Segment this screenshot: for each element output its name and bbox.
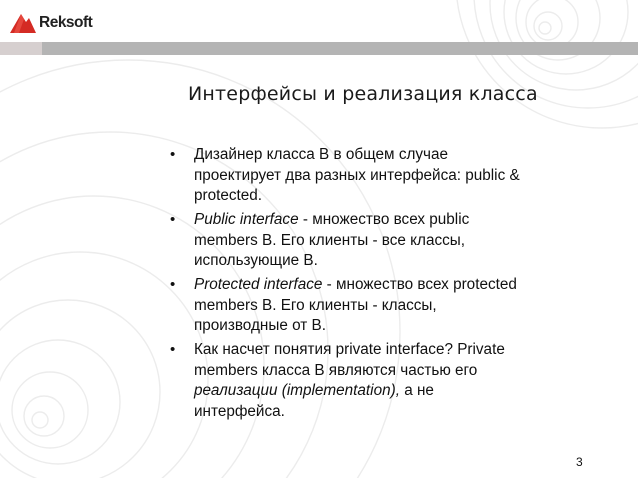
bullet-text-line: производные от B.: [194, 317, 326, 334]
bullet-text-line: а не: [399, 382, 434, 399]
header-divider-bar: [0, 42, 638, 55]
bullet-text-line: интерфейса.: [194, 402, 285, 420]
page-number: 3: [576, 455, 583, 469]
slide-title: Интерфейсы и реализация класса: [188, 83, 538, 105]
bullet-dot: •: [170, 146, 176, 163]
bullet-text-line: проектирует два разных интерфейса: public &: [194, 166, 520, 184]
bullet-dot: •: [170, 341, 176, 358]
bullet-text-line: - множество всех public: [298, 211, 470, 228]
bullet-dot: •: [170, 276, 176, 293]
bullet-text-line: - множество всех protected: [322, 276, 517, 293]
bullet-text-line: Как насчет понятия private interface? Private: [194, 341, 505, 358]
bullet-item: [170, 340, 600, 422]
bullet-text-line: members B. Его клиенты - классы,: [194, 296, 437, 314]
bullet-term-italic: Public interface: [194, 211, 299, 228]
bullet-item: [170, 145, 600, 207]
bullet-term-italic: реализации (implementation),: [194, 382, 400, 399]
bullet-text-line: использующие B.: [194, 252, 318, 269]
reksoft-logo: [10, 11, 92, 35]
logo-text: Reksoft: [39, 14, 93, 31]
red-triangle-mountain-icon: [10, 12, 36, 34]
bullet-item: [170, 275, 600, 337]
bullet-list: [170, 145, 600, 426]
bullet-text-line: members класса B являются частью его: [194, 361, 478, 379]
bullet-term-italic: Protected interface: [194, 276, 323, 293]
bullet-item: [170, 210, 600, 272]
bullet-text-line: protected.: [194, 187, 263, 204]
bullet-text-line: members B. Его клиенты - все классы,: [194, 231, 465, 249]
bullet-text-line: Дизайнер класса B в общем случае: [194, 146, 449, 163]
header-bar-accent: [0, 42, 42, 55]
bullet-dot: •: [170, 211, 176, 228]
